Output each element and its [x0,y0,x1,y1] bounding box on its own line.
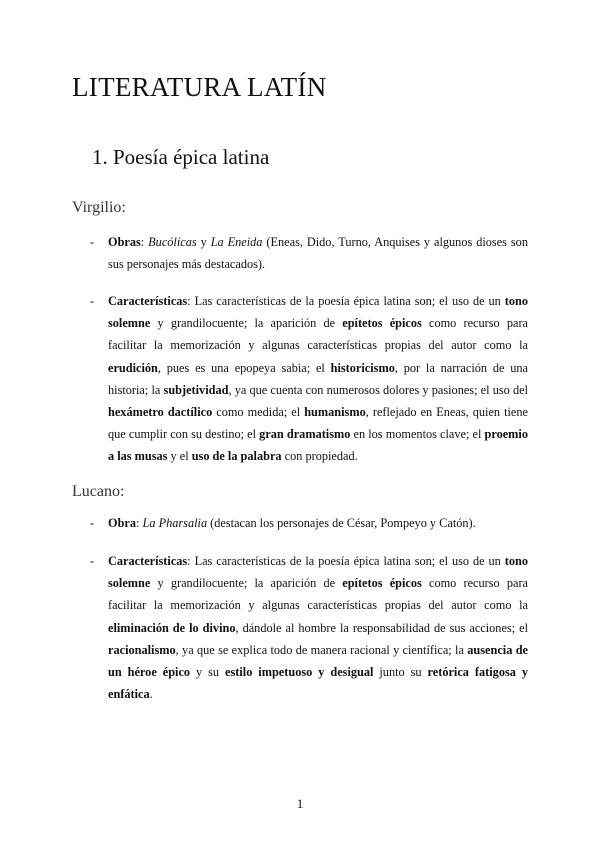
bold-term: epítetos épicos [342,576,422,591]
bullet-dash: - [90,554,95,568]
text-run: , por la narración de una historia; la [108,360,528,397]
bold-term: retórica fatigosa y enfática [108,665,529,702]
bold-term: subjetividad [163,382,229,397]
item-text [108,231,528,275]
text-run: : Las características de la poesía épica latina son; el uso de un [187,554,505,568]
text-run: , ya que se explica todo de manera racional y científica; la [175,642,468,657]
list-item-virgilio-obras [90,231,528,275]
item-text [108,512,528,534]
text-run: y grandilocuente; la aparición de [150,316,343,331]
list-item-virgilio-caracteristicas [90,290,528,468]
separator: : [136,516,143,530]
text-run: , dándole al hombre la responsabilidad de sus acciones; el [235,620,528,635]
list-item-lucano-caracteristicas [90,550,528,705]
work-pharsalia: La Pharsalia [142,516,208,530]
bold-term: ausencia de un héroe épico [108,642,528,680]
bold-term: eliminación de lo divino [108,620,236,635]
text-run: , pues es una epopeya sabia; el [157,360,331,375]
bullet-dash: - [90,235,95,249]
text-run: como recurso para facilitar la memorización y algunas características propias del autor como la [108,576,529,613]
bullet-dash: - [90,516,95,530]
section-number: 1. [92,145,108,169]
separator: : [140,235,149,249]
bold-term: epítetos épicos [342,316,422,331]
section-title: Poesía épica latina [113,145,270,169]
bold-term: erudición [108,360,158,375]
page-number: 1 [296,796,304,811]
bold-term: tono solemne [108,554,528,591]
text-run: en los momentos clave; el [350,427,485,442]
item-text [108,550,528,705]
obras-description: (Eneas, Dido, Turno, Anquises y algunos dioses son sus personajes más destacados). [108,235,528,272]
subheading-lucano: Lucano: [72,483,125,500]
label-obras: Obras [108,235,141,249]
obra-description: (destacan los personajes de César, Pompeyo y Catón). [207,516,476,530]
text-run: con propiedad. [281,449,358,464]
text-run: y grandilocuente; la aparición de [150,576,343,591]
text-run: como medida; el [212,405,305,420]
list-item-lucano-obra [90,512,528,534]
bold-term: hexámetro dactílico [108,405,213,420]
item-text [108,290,528,468]
bold-term: Características [108,294,188,308]
text-run: , ya que cuenta con numerosos dolores y pasiones; el uso del [228,382,528,397]
bold-term: humanismo [304,405,366,420]
section-heading [92,145,269,170]
work-bucolicas: Bucólicas [148,235,197,249]
text-run: , reflejado en Eneas, quien tiene que cumplir con su destino; el [108,405,528,442]
text-run: . [149,687,153,702]
text-run: y el [167,449,192,464]
text-run: y su [190,665,226,680]
text-run: junto su [373,665,428,680]
subheading-virgilio: Virgilio: [72,199,126,216]
bold-term: gran dramatismo [259,427,351,442]
conjunction: y [196,235,211,249]
document-title: LITERATURA LATÍN [72,72,327,102]
text-run: como recurso para facilitar la memorización y algunas características propias del autor como la [108,316,529,353]
bullet-dash: - [90,294,95,308]
bold-term: estilo impetuoso y desigual [225,665,374,680]
bold-term: historicismo [330,360,395,375]
work-eneida: La Eneida [210,235,263,249]
bold-term: racionalismo [108,642,176,657]
bold-term: Características [108,554,188,568]
bold-term: uso de la palabra [191,449,282,464]
label-obra: Obra [108,516,137,530]
bold-term: tono solemne [108,294,528,331]
text-run: : Las características de la poesía épica latina son; el uso de un [187,294,505,308]
bold-term: proemio a las musas [108,427,528,464]
